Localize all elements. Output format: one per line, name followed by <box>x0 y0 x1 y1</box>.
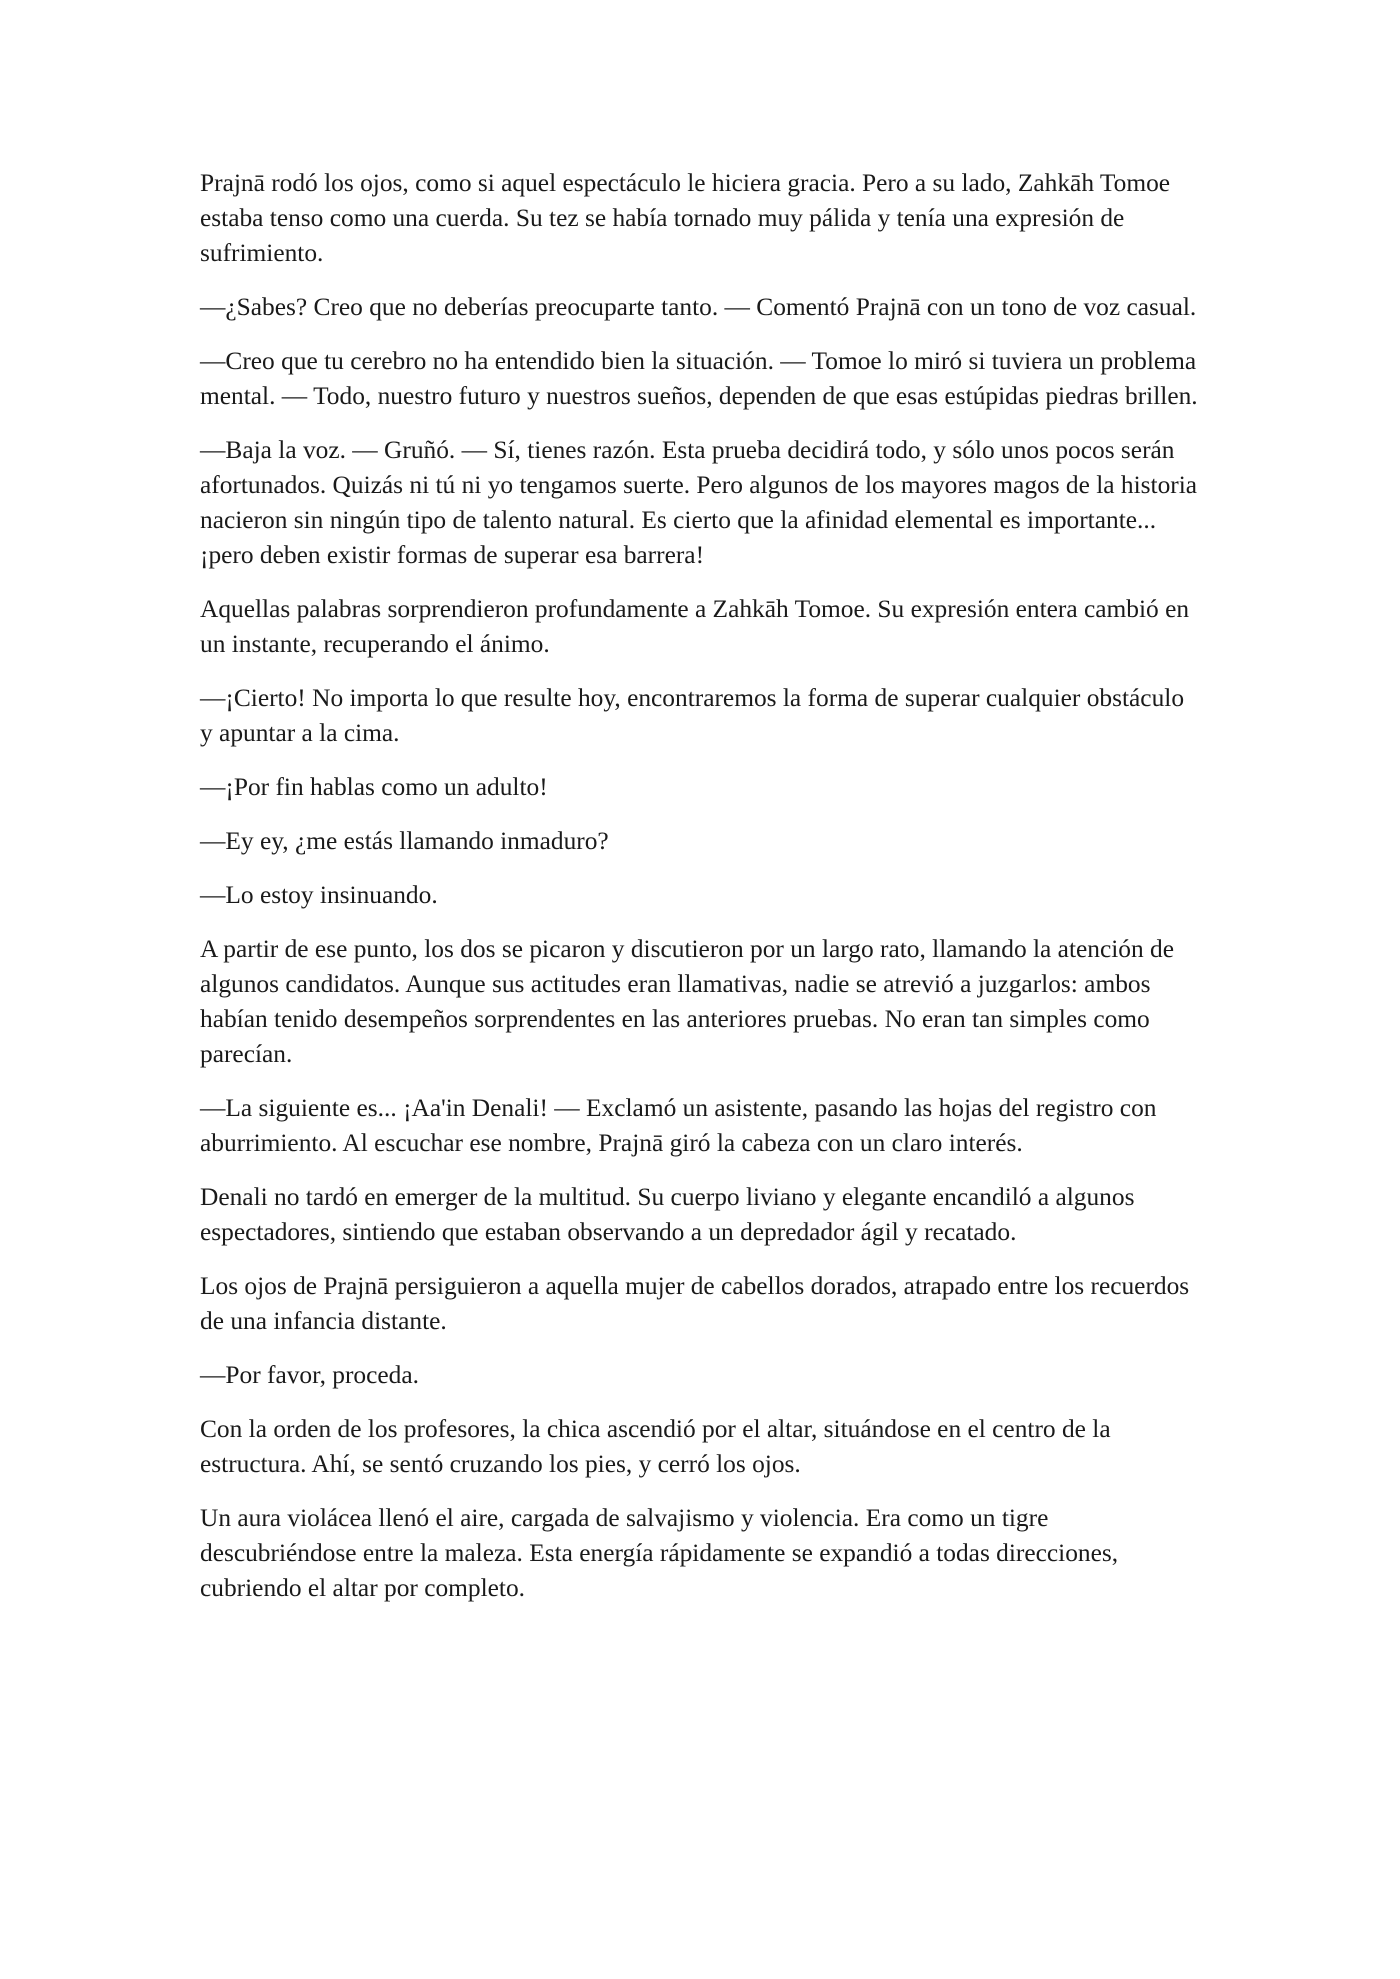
paragraph-7: —¡Por fin hablas como un adulto! <box>200 773 548 801</box>
paragraph-1: Prajnā rodó los ojos, como si aquel espectáculo le hiciera gracia. Pero a su lado, Zahkāh Tomoe estaba tenso como una cuerda. Su tez se había tornado muy pálida y tenía una expresión de sufrimiento. <box>200 169 1171 267</box>
body-text <box>200 166 1200 1625</box>
paragraph-3: —Creo que tu cerebro no ha entendido bien la situación. — Tomoe lo miró si tuviera un problema mental. — Todo, nuestro futuro y nuestros sueños, dependen de que esas estúpidas piedras brillen. <box>200 347 1198 410</box>
paragraph-15: Con la orden de los profesores, la chica ascendió por el altar, situándose en el centro de la estructura. Ahí, se sentó cruzando los pies, y cerró los ojos. <box>200 1415 1111 1478</box>
paragraph-6: —¡Cierto! No importa lo que resulte hoy, encontraremos la forma de superar cualquier obstáculo y apuntar a la cima. <box>200 684 1185 747</box>
paragraph-2: —¿Sabes? Creo que no deberías preocuparte tanto. — Comentó Prajnā con un tono de voz casual. <box>200 293 1197 321</box>
paragraph-16: Un aura violácea llenó el aire, cargada de salvajismo y violencia. Era como un tigre descubriéndose entre la maleza. Esta energía rápidamente se expandió a todas direcciones, cubriendo el altar por completo. <box>200 1504 1119 1602</box>
paragraph-10: A partir de ese punto, los dos se picaron y discutieron por un largo rato, llamando la atención de algunos candidatos. Aunque sus actitudes eran llamativas, nadie se atrevió a juzgarlos: ambos habían tenido desempeños sorprendentes en las anteriores pruebas. No eran tan simples como parecían. <box>200 935 1174 1068</box>
paragraph-14: —Por favor, proceda. <box>200 1361 419 1389</box>
paragraph-12: Denali no tardó en emerger de la multitud. Su cuerpo liviano y elegante encandiló a algunos espectadores, sintiendo que estaban observando a un depredador ágil y recatado. <box>200 1183 1135 1246</box>
paragraph-8: —Ey ey, ¿me estás llamando inmaduro? <box>200 827 609 855</box>
paragraph-11: —La siguiente es... ¡Aa'in Denali! — Exclamó un asistente, pasando las hojas del registro con aburrimiento. Al escuchar ese nombre, Prajnā giró la cabeza con un claro interés. <box>200 1094 1157 1157</box>
paragraph-9: —Lo estoy insinuando. <box>200 881 438 909</box>
paragraph-13: Los ojos de Prajnā persiguieron a aquella mujer de cabellos dorados, atrapado entre los recuerdos de una infancia distante. <box>200 1272 1190 1335</box>
paragraph-4: —Baja la voz. — Gruñó. — Sí, tienes razón. Esta prueba decidirá todo, y sólo unos pocos serán afortunados. Quizás ni tú ni yo tengamos suerte. Pero algunos de los mayores magos de la historia nacieron sin ningún tipo de talento natural. Es cierto que la afinidad elemental es importante... ¡pero deben existir formas de superar esa barrera! <box>200 436 1198 569</box>
paragraph-5: Aquellas palabras sorprendieron profundamente a Zahkāh Tomoe. Su expresión entera cambió en un instante, recuperando el ánimo. <box>200 595 1190 658</box>
